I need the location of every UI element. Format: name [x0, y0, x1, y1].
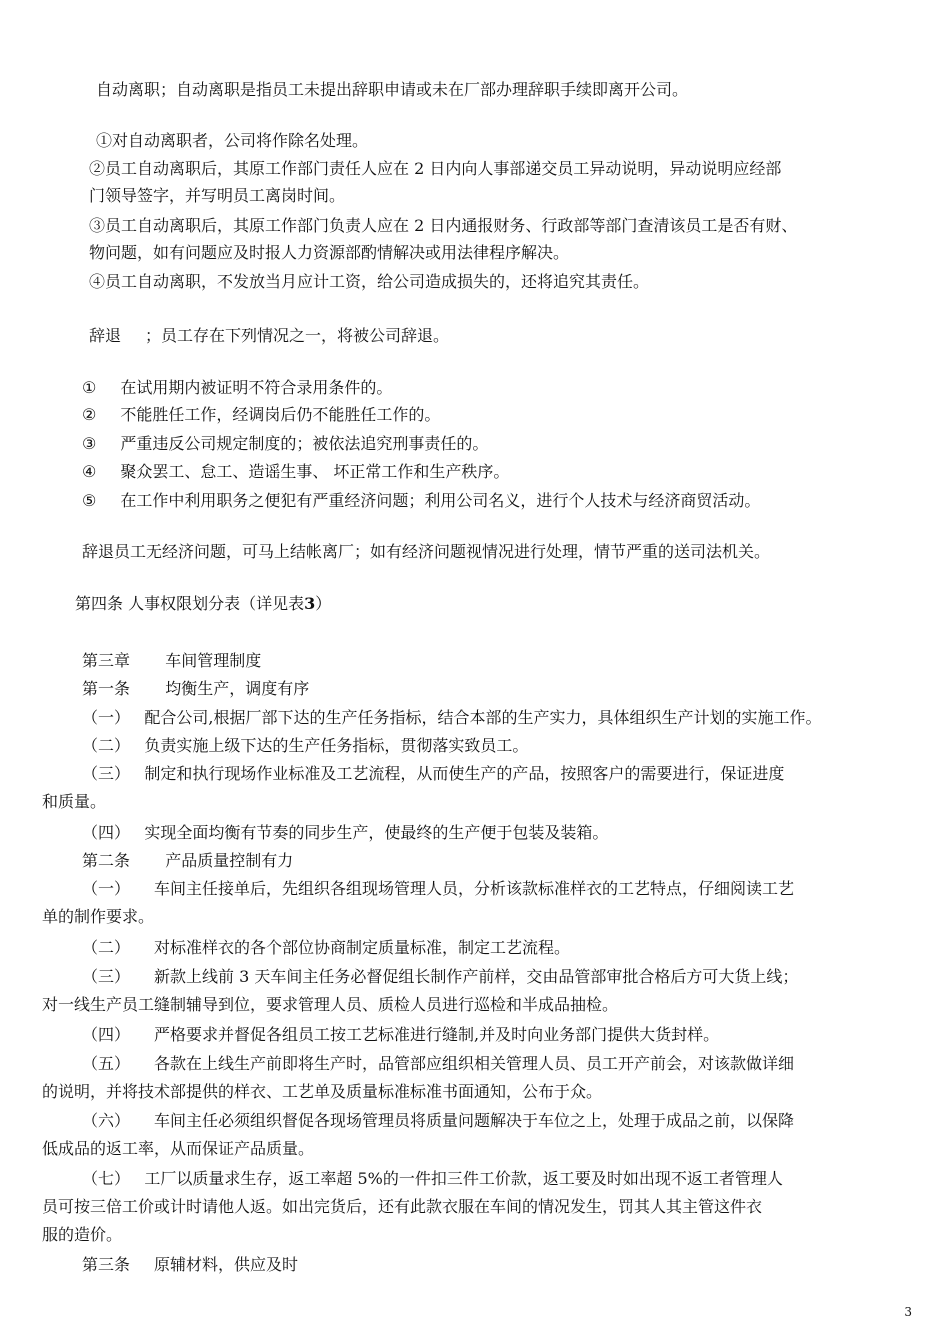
article-2-item: [82, 937, 570, 959]
article-4-table-number: 3: [304, 594, 316, 613]
item-text: 工厂以质量求生存，返工率超 5%的一件扣三件工价款，返工要及时如出现不返工者管理人: [144, 1169, 783, 1188]
dismissal-item: [82, 490, 760, 512]
item-text: 负责实施上级下达的生产任务指标，贯彻落实致员工。: [144, 736, 529, 755]
item-mark: （七）: [82, 1169, 131, 1188]
article-1-item: [82, 763, 784, 785]
item-text: 制定和执行现场作业标准及工艺流程，从而使生产的产品，按照客户的需要进行，保证进度: [144, 764, 785, 783]
self-resignation-item-2: ②员工自动离职后，其原工作部门责任人应在 2 日内向人事部递交员工异动说明，异动说明应经部: [89, 159, 782, 178]
article-2-title: 产品质量控制有力: [165, 851, 294, 870]
item-text: 车间主任必须组织督促各现场管理员将质量问题解决于车位之上，处理于成品之前，以保降: [154, 1111, 795, 1130]
article-2-item: [82, 878, 794, 900]
article-3-heading: [82, 1254, 298, 1276]
self-resignation-item-3-cont: 物问题，如有问题应及时报人力资源部酌情解决或用法律程序解决。: [89, 243, 570, 262]
article-2-item-cont: 服的造价。: [42, 1225, 123, 1244]
chapter-3-title: 车间管理制度: [165, 651, 262, 670]
dismissal-item: [82, 404, 440, 426]
article-2-item-cont: 单的制作要求。: [42, 907, 155, 926]
article-2-item: [82, 1024, 719, 1046]
article-1-item: [82, 735, 528, 757]
item-text: 配合公司,根据厂部下达的生产任务指标，结合本部的生产实力，具体组织生产计划的实施工作。: [144, 708, 822, 727]
dismissal-text: ；员工存在下列情况之一，将被公司辞退。: [145, 326, 450, 345]
item-text: 车间主任接单后，先组织各组现场管理人员，分析该款标准样衣的工艺特点，仔细阅读工艺: [154, 879, 795, 898]
dismissal-item-text: 在试用期内被证明不符合录用条件的。: [120, 378, 393, 397]
self-resignation-item-2-cont: 门领导签字，并写明员工离岗时间。: [89, 186, 346, 205]
item-text: 对标准样衣的各个部位协商制定质量标准，制定工艺流程。: [154, 938, 571, 957]
article-1-item: [82, 822, 608, 844]
dismissal-item: [82, 461, 509, 483]
dismissal-heading: [89, 325, 449, 347]
dismissal-item-text: 严重违反公司规定制度的；被依法追究刑事责任的。: [120, 434, 489, 453]
item-mark: （二）: [82, 736, 131, 755]
dismissal-closing: 辞退员工无经济问题，可马上结帐离厂；如有经济问题视情况进行处理，情节严重的送司法机关。: [82, 542, 771, 561]
item-mark: （三）: [82, 764, 131, 783]
item-text: 新款上线前 3 天车间主任务必督促组长制作产前样，交由品管部审批合格后方可大货上线；: [154, 967, 799, 986]
article-1-item-cont: 和质量。: [42, 792, 107, 811]
article-3-label: 第三条: [82, 1255, 131, 1274]
item-mark: （四）: [82, 823, 131, 842]
article-2-item: [82, 1053, 794, 1075]
dismissal-item-text: 聚众罢工、怠工、造谣生事、 坏正常工作和生产秩序。: [120, 462, 510, 481]
self-resignation-item-4: ④员工自动离职，不发放当月应计工资，给公司造成损失的，还将追究其责任。: [89, 272, 650, 291]
article-4-close: ）: [315, 594, 332, 613]
item-text: 严格要求并督促各组员工按工艺标准进行缝制,并及时向业务部门提供大货封样。: [154, 1025, 720, 1044]
item-mark: （六）: [82, 1111, 131, 1130]
item-text: 实现全面均衡有节奏的同步生产，使最终的生产便于包装及装箱。: [144, 823, 609, 842]
article-2-item-cont: 的说明，并将技术部提供的样衣、工艺单及质量标准标准书面通知，公布于众。: [42, 1082, 603, 1101]
dismissal-item-mark: ⑤: [82, 491, 97, 510]
article-2-item-cont: 对一线生产员工缝制辅导到位，要求管理人员、质检人员进行巡检和半成品抽检。: [42, 995, 619, 1014]
dismissal-item-mark: ①: [82, 378, 97, 397]
item-mark: （四）: [82, 1025, 131, 1044]
dismissal-item-text: 在工作中利用职务之便犯有严重经济问题；利用公司名义，进行个人技术与经济商贸活动。: [120, 491, 761, 510]
self-resignation-intro: 自动离职；自动离职是指员工未提出辞职申请或未在厂部办理辞职手续即离开公司。: [96, 80, 689, 99]
article-2-item: [82, 1168, 783, 1190]
item-mark: （三）: [82, 967, 131, 986]
dismissal-item-mark: ③: [82, 434, 97, 453]
dismissal-item: [82, 377, 392, 399]
dismissal-item-mark: ②: [82, 405, 97, 424]
article-2-label: 第二条: [82, 851, 131, 870]
dismissal-item: [82, 433, 488, 455]
article-3-title: 原辅材料，供应及时: [154, 1255, 299, 1274]
item-text: 各款在上线生产前即将生产时，品管部应组织相关管理人员、员工开产前会，对该款做详细: [154, 1054, 795, 1073]
article-2-item-cont: 员可按三倍工价或计时请他人返。如出完货后，还有此款衣服在车间的情况发生，罚其人其主管这件衣: [42, 1197, 763, 1216]
article-1-item: [82, 707, 822, 729]
article-1-title: 均衡生产，调度有序: [165, 679, 310, 698]
article-2-item-cont: 低成品的返工率，从而保证产品质量。: [42, 1139, 315, 1158]
item-mark: （一）: [82, 879, 131, 898]
article-2-heading: [82, 850, 293, 872]
article-1-heading: [82, 678, 309, 700]
chapter-3-label: 第三章: [82, 651, 131, 670]
item-mark: （五）: [82, 1054, 131, 1073]
article-2-item: [82, 966, 798, 988]
article-4: [75, 593, 331, 615]
item-mark: （二）: [82, 938, 131, 957]
item-mark: （一）: [82, 708, 131, 727]
self-resignation-item-3: ③员工自动离职后，其原工作部门负责人应在 2 日内通报财务、行政部等部门查清该员工是否有财、: [89, 216, 798, 235]
dismissal-item-text: 不能胜任工作，经调岗后仍不能胜任工作的。: [120, 405, 441, 424]
page-number: 3: [904, 1305, 912, 1319]
self-resignation-item-1: ①对自动离职者，公司将作除名处理。: [96, 131, 369, 150]
article-2-item: [82, 1110, 794, 1132]
dismissal-item-mark: ④: [82, 462, 97, 481]
article-4-text: 第四条 人事权限划分表（详见表: [75, 594, 305, 613]
chapter-3-heading: [82, 650, 261, 672]
article-1-label: 第一条: [82, 679, 131, 698]
dismissal-title: 辞退: [89, 326, 122, 345]
